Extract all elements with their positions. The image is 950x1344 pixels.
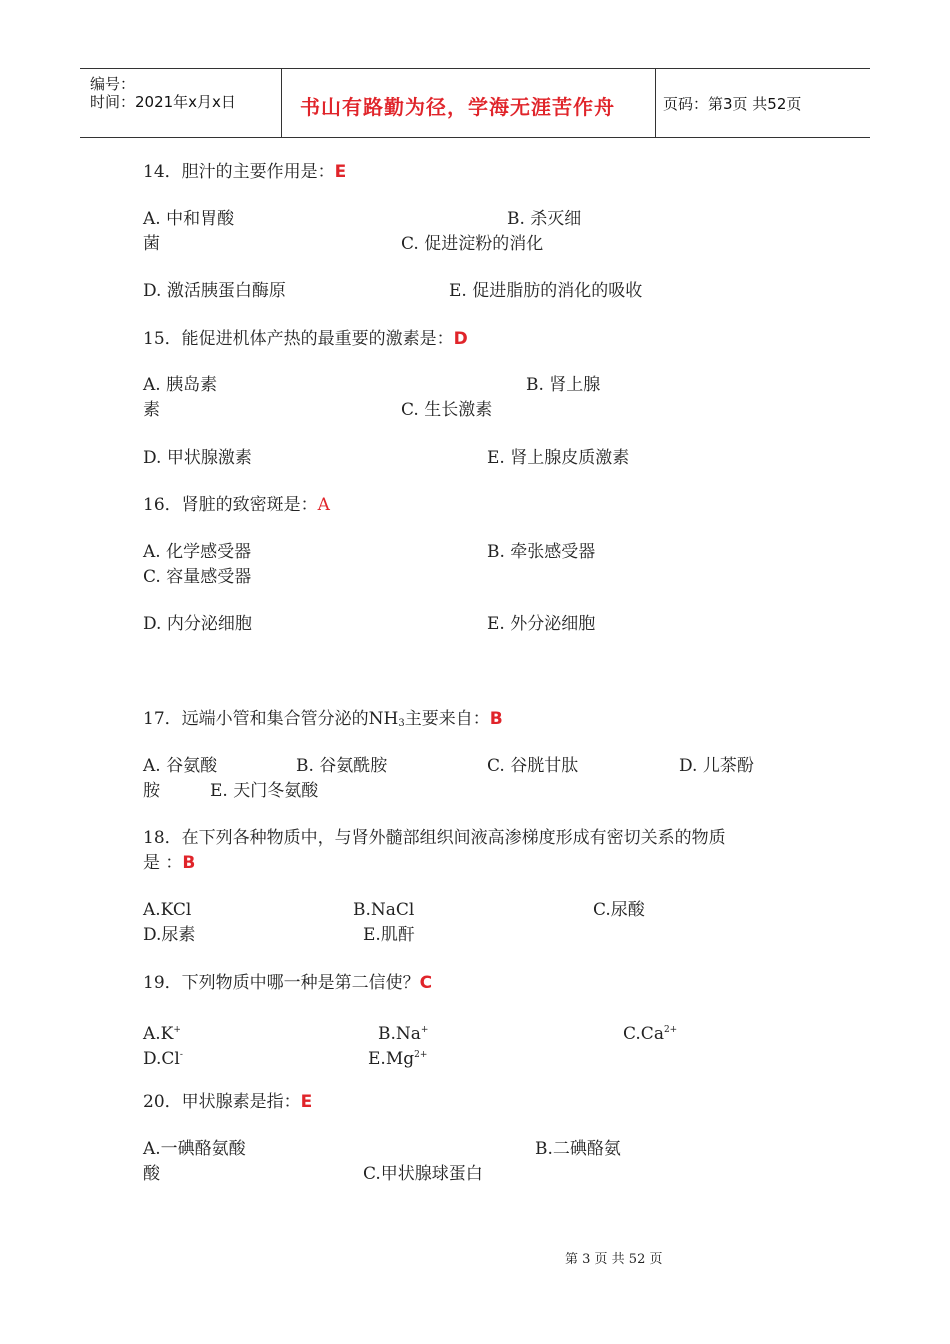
q14-option-a: A. 中和胃酸 — [143, 209, 235, 229]
question-16-answer: A — [317, 495, 330, 515]
q16-option-c: C. 容量感受器 — [143, 567, 252, 587]
header-page-label: 页码：第3页 共52页 — [663, 95, 802, 113]
q14-option-b: B. 杀灭细 — [507, 209, 582, 229]
q17-option-b: B. 谷氨酰胺 — [296, 756, 388, 776]
question-15-text: 15．能促进机体产热的最重要的激素是： — [143, 329, 454, 349]
q15-option-b: B. 肾上腺 — [526, 375, 601, 395]
question-14-stem — [143, 162, 346, 182]
q20-option-c: C.甲状腺球蛋白 — [363, 1164, 483, 1184]
q19-option-b: B.Na+ — [378, 1024, 429, 1044]
header-meta — [80, 69, 280, 137]
question-18-answer: B — [182, 853, 196, 873]
q14-option-c: C. 促进淀粉的消化 — [401, 234, 544, 254]
q16-option-e: E. 外分泌细胞 — [487, 614, 596, 634]
question-14-answer: E — [334, 162, 347, 182]
page-header — [80, 68, 870, 138]
question-18-stem-line1: 18．在下列各种物质中，与肾外髓部组织间液高渗梯度形成有密切关系的物质 — [143, 828, 726, 848]
question-15-answer: D — [453, 329, 468, 349]
q20-option-b-wrap: 酸 — [143, 1164, 160, 1184]
question-18-text: 是 ： — [143, 853, 183, 873]
q15-option-b-wrap: 素 — [143, 400, 160, 420]
code-label: 编号： — [90, 75, 136, 93]
question-17-text-post: 主要来自： — [404, 709, 490, 729]
q17-option-a: A. 谷氨酸 — [143, 756, 218, 776]
header-motto-cell — [281, 69, 656, 137]
question-20-text: 20．甲状腺素是指： — [143, 1092, 301, 1112]
question-15-stem — [143, 329, 468, 349]
question-18-stem-line2 — [143, 853, 195, 873]
q17-option-c: C. 谷胱甘肽 — [487, 756, 579, 776]
q17-option-d-wrap: 胺 — [143, 781, 160, 801]
q20-option-a: A.一碘酪氨酸 — [143, 1139, 246, 1159]
q14-option-e: E. 促进脂肪的消化的吸收 — [449, 281, 643, 301]
q14-option-b-wrap: 菌 — [143, 234, 160, 254]
q19-option-a: A.K+ — [143, 1024, 181, 1044]
q19-option-d: D.Cl- — [143, 1049, 183, 1069]
q19-option-c: $C.Ca^{2+}$ — [623, 1024, 678, 1044]
question-19-answer: C — [419, 973, 433, 993]
q16-option-b: B. 牵张感受器 — [487, 542, 596, 562]
question-16-text: 16．肾脏的致密斑是： — [143, 495, 318, 515]
q16-option-a: A. 化学感受器 — [143, 542, 252, 562]
q17-option-d: D. 儿茶酚 — [679, 756, 754, 776]
question-17-stem — [143, 709, 503, 734]
question-20-stem — [143, 1092, 312, 1112]
q16-option-d: D. 内分泌细胞 — [143, 614, 252, 634]
date-label: 时间：2021年x月x日 — [90, 93, 236, 111]
q17-option-e: E. 天门冬氨酸 — [210, 781, 319, 801]
q19-option-e: $E.Mg^{2+}$ — [368, 1049, 428, 1069]
page-footer: 第 3 页 共 52 页 — [565, 1252, 663, 1267]
question-16-stem — [143, 495, 330, 515]
q15-option-e: E. 肾上腺皮质激素 — [487, 448, 630, 468]
q18-option-d: D.尿素 — [143, 925, 196, 945]
question-14-text: 14．胆汁的主要作用是： — [143, 162, 335, 182]
q15-option-d: D. 甲状腺激素 — [143, 448, 252, 468]
q18-option-a: A.KCl — [143, 900, 192, 920]
question-19-text: 19．下列物质中哪一种是第二信使？ — [143, 973, 420, 993]
question-17-subscript: 3 — [398, 718, 405, 729]
motto-text: 书山有路勤为径，学海无涯苦作舟 — [300, 95, 615, 119]
question-17-text: 17．远端小管和集合管分泌的NH — [143, 709, 399, 729]
question-17-answer: B — [489, 709, 503, 729]
question-20-answer: E — [300, 1092, 313, 1112]
q20-option-b: B.二碘酪氨 — [535, 1139, 621, 1159]
question-19-stem — [143, 973, 432, 993]
q18-option-c: C.尿酸 — [593, 900, 645, 920]
q14-option-d: D. 激活胰蛋白酶原 — [143, 281, 286, 301]
q18-option-e: E.肌酐 — [363, 925, 415, 945]
q18-option-b: B.NaCl — [353, 900, 415, 920]
q15-option-a: A. 胰岛素 — [143, 375, 218, 395]
q15-option-c: C. 生长激素 — [401, 400, 493, 420]
